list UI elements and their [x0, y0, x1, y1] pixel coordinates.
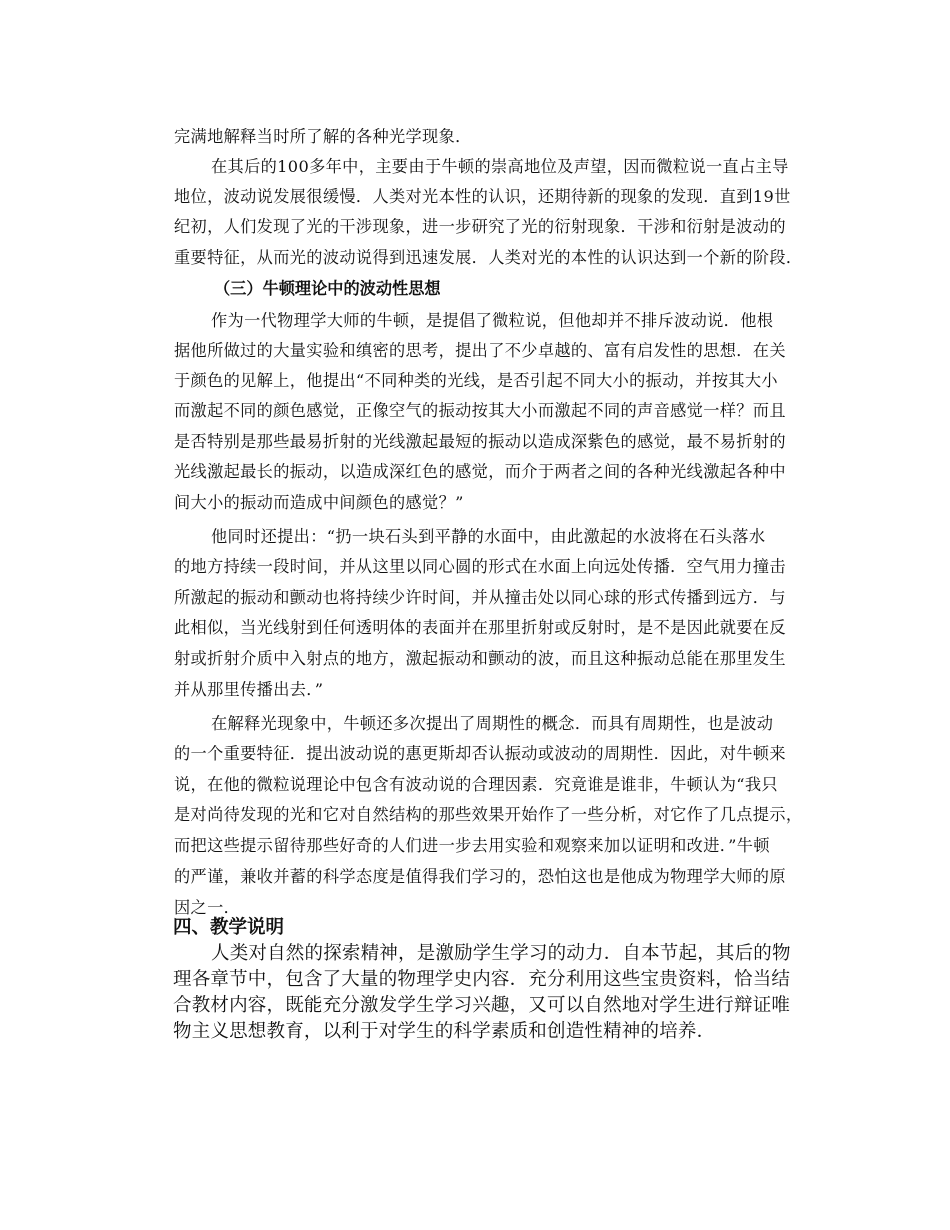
body-line: 射或折射介质中入射点的地方，激起振动和颤动的波，而且这种振动总能在那里发生	[174, 649, 786, 668]
body-line: 的一个重要特征．提出波动说的惠更斯却否认振动或波动的周期性．因此，对牛顿来	[174, 744, 786, 763]
teaching-line: 人类对自然的探索精神，是激励学生学习的动力．自本节起，其后的物	[211, 943, 791, 964]
chapter-heading: 四、教学说明	[173, 917, 285, 938]
body-line: 作为一代物理学大师的牛顿，是提倡了微粒说，但他却并不排斥波动说．他根	[211, 311, 774, 330]
teaching-line: 理各章节中，包含了大量的物理学史内容．充分利用这些宝贵资料，恰当结	[173, 969, 791, 990]
body-line: 在其后的100多年中，主要由于牛顿的崇高地位及声望，因而微粒说一直占主导	[211, 157, 789, 176]
body-line: 在解释光现象中，牛顿还多次提出了周期性的概念．而具有周期性，也是波动	[211, 714, 774, 733]
body-line: 于颜色的见解上，他提出“不同种类的光线，是否引起不同大小的振动，并按其大小	[174, 371, 778, 390]
body-line: 所激起的振动和颤动也将持续少许时间，并从撞击处以同心球的形式传播到远方．与	[174, 588, 786, 607]
body-line: 重要特征，从而光的波动说得到迅速发展．人类对光的本性的认识达到一个新的阶段．	[174, 248, 803, 267]
body-line: 光线激起最长的振动，以造成深红色的感觉，而介于两者之间的各种光线激起各种中	[174, 462, 786, 481]
body-line: 此相似，当光线射到任何透明体的表面并在那里折射或反射时，是不是因此就要在反	[174, 618, 786, 637]
body-line: 而把这些提示留待那些好奇的人们进一步去用实验和观察来加以证明和改进．”牛顿	[174, 836, 770, 855]
body-line: 他同时还提出：“扔一块石头到平静的水面中，由此激起的水波将在石头落水	[211, 527, 766, 546]
body-line: 因之一．	[174, 898, 241, 917]
body-line: 说，在他的微粒说理论中包含有波动说的合理因素．究竟谁是谁非，牛顿认为“我只	[174, 775, 778, 794]
body-line: 间大小的振动而造成中间颜色的感觉？”	[174, 493, 464, 512]
section-heading: （三）牛顿理论中的波动性思想	[214, 279, 441, 298]
body-line: 据他所做过的大量实验和缜密的思考，提出了不少卓越的、富有启发性的思想．在关	[174, 341, 786, 360]
body-line: 并从那里传播出去．”	[174, 680, 324, 699]
teaching-line: 物主义思想教育，以利于对学生的科学素质和创造性精神的培养．	[173, 1021, 716, 1042]
body-line: 完满地解释当时所了解的各种光学现象．	[174, 127, 472, 146]
body-line: 是否特别是那些最易折射的光线激起最短的振动以造成深紫色的感觉，最不易折射的	[174, 432, 786, 451]
body-line: 是对尚待发现的光和它对自然结构的那些效果开始作了一些分析，对它作了几点提示，	[174, 805, 803, 824]
body-line: 的地方持续一段时间，并从这里以同心圆的形式在水面上向远处传播．空气用力撞击	[174, 557, 786, 576]
body-line: 而激起不同的颜色感觉，正像空气的振动按其大小而激起不同的声音感觉一样？而且	[174, 401, 786, 420]
teaching-line: 合教材内容，既能充分激发学生学习兴趣，又可以自然地对学生进行辩证唯	[173, 995, 791, 1016]
body-line: 的严谨，兼收并蓄的科学态度是值得我们学习的，恐怕这也是他成为物理学大师的原	[174, 867, 786, 886]
body-line: 地位，波动说发展很缓慢．人类对光本性的认识，还期待新的现象的发现．直到19世	[174, 187, 791, 206]
body-line: 纪初，人们发现了光的干涉现象，进一步研究了光的衍射现象．干涉和衍射是波动的	[174, 217, 786, 236]
